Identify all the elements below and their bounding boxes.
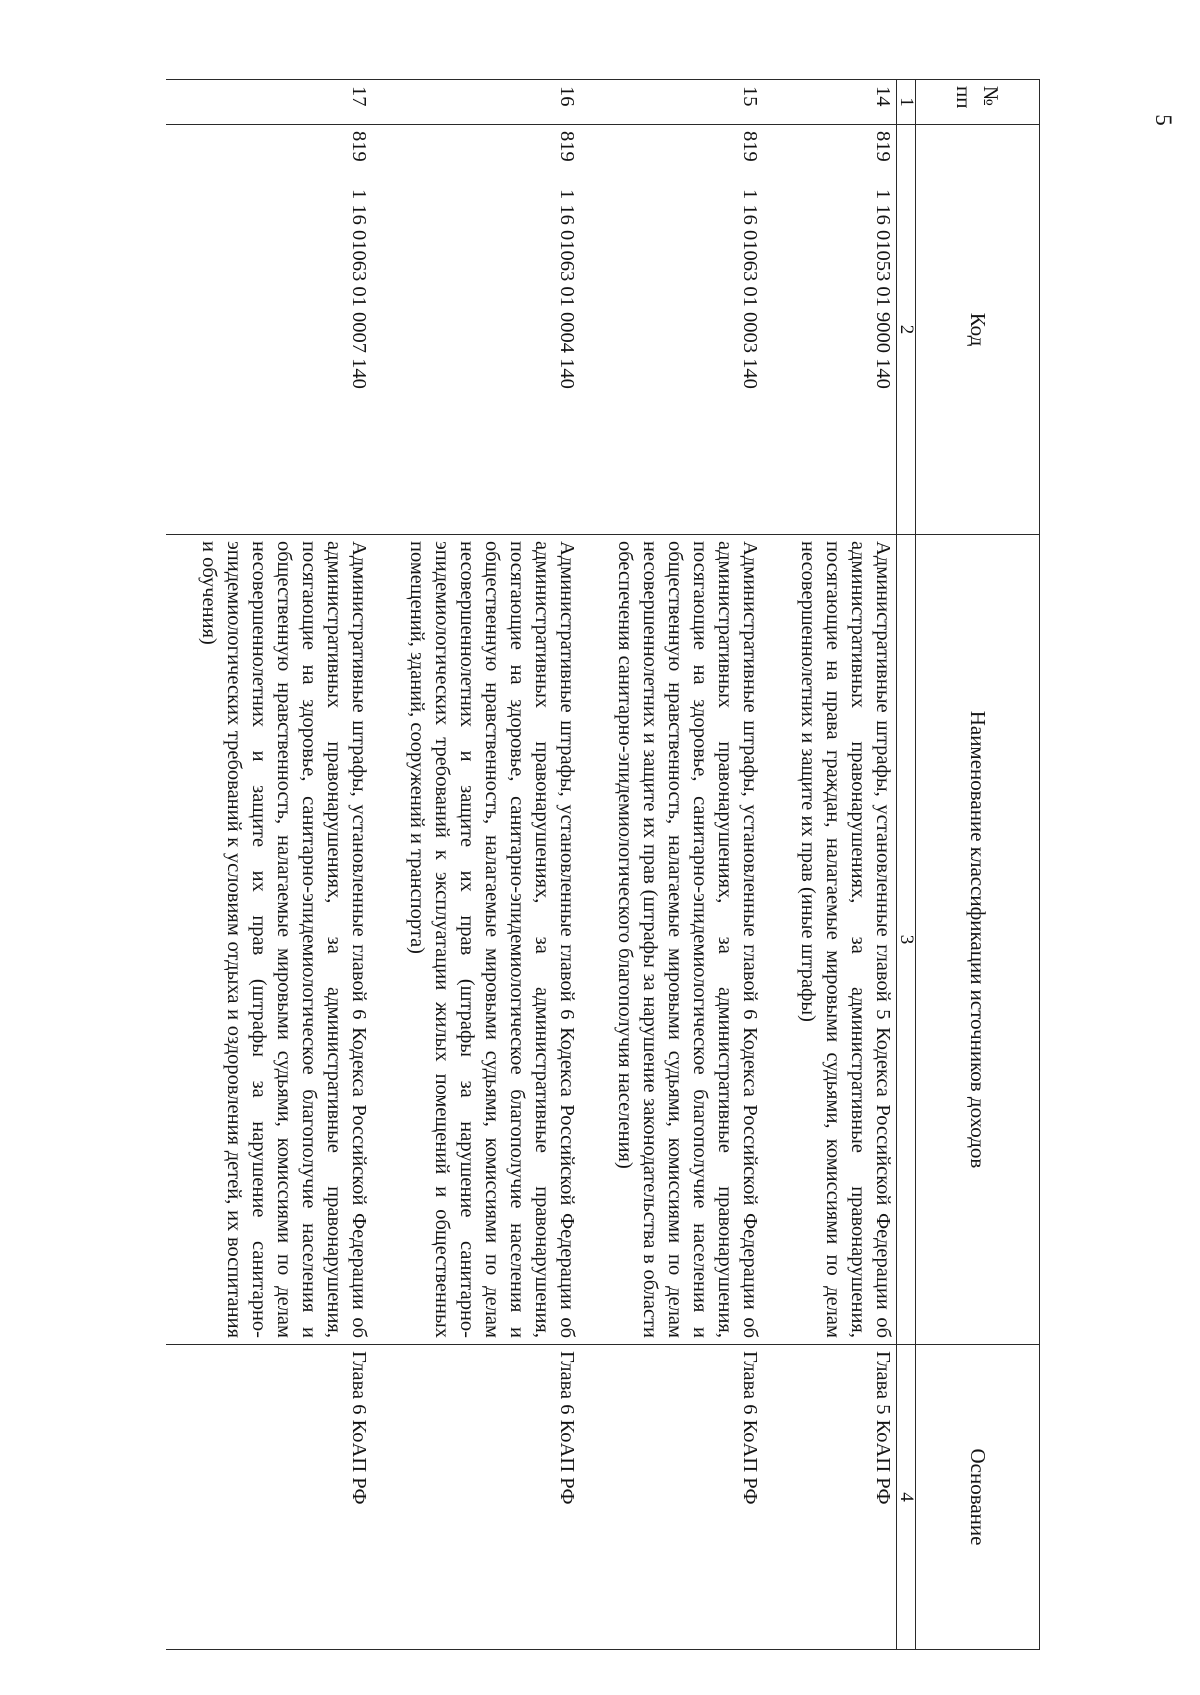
row-name: Административные штрафы, установленные главой 5 Кодекса Российской Федерации об административных правонарушениях, за административные правонарушения, посягающие на права граждан, налагаемые мировыми судьями, комиссиями по делам несовершеннолетних и защите их прав (иные штрафы) [765,535,897,1345]
revenue-code: 1 16 01063 01 0003 140 [739,189,761,389]
column-number: 2 [897,125,916,535]
admin-code: 819 [872,131,894,162]
row-code [765,125,897,535]
row-name: Административные штрафы, установленные главой 6 Кодекса Российской Федерации об административных правонарушениях, за административные правонарушения, посягающие на здоровье, санитарно-эпидемиологическое благополучие населения и общественную нравственность, налагаемые мировыми судьями, комиссиями по делам несовершеннолетних и защите их прав (штрафы за нарушение законодательства в области обеспечения санитарно-эпидемиологического благополучия населения) [582,535,765,1345]
row-basis: Глава 6 КоАП РФ [166,1345,374,1650]
revenue-classification-table [166,79,1040,1650]
table-row [374,80,582,1650]
row-number: 14 [765,80,897,125]
revenue-code: 1 16 01053 01 9000 140 [872,189,894,389]
row-basis: Глава 6 КоАП РФ [374,1345,582,1650]
revenue-code: 1 16 01063 01 0004 140 [556,189,578,389]
row-code [582,125,765,535]
page-number: 5 [1151,114,1176,126]
column-number-row [897,80,916,1650]
admin-code: 819 [348,131,370,162]
row-number: 15 [582,80,765,125]
column-number: 1 [897,80,916,125]
row-basis: Глава 5 КоАП РФ [765,1345,897,1650]
table-row [166,80,374,1650]
table-row [765,80,897,1650]
column-number: 4 [897,1345,916,1650]
column-number: 3 [897,535,916,1345]
row-number: 17 [166,80,374,125]
table-row [582,80,765,1650]
header-basis: Основание [916,1345,1040,1650]
row-name: Административные штрафы, установленные главой 6 Кодекса Российской Федерации об административных правонарушениях, за административные правонарушения, посягающие на здоровье, санитарно-эпидемиологическое благополучие населения и общественную нравственность, налагаемые мировыми судьями, комиссиями по делам несовершеннолетних и защите их прав (штрафы за нарушение санитарно-эпидемиологических требований к условиям отдыха и оздоровления детей, их воспитания и обучения) [166,535,374,1345]
row-number: 16 [374,80,582,125]
header-no-label: № пп [952,86,1004,109]
row-code [374,125,582,535]
admin-code: 819 [739,131,761,162]
header-code: Код [916,125,1040,535]
revenue-code: 1 16 01063 01 0007 140 [348,189,370,389]
row-name: Административные штрафы, установленные главой 6 Кодекса Российской Федерации об административных правонарушениях, за административные правонарушения, посягающие на здоровье, санитарно-эпидемиологическое благополучие населения и общественную нравственность, налагаемые мировыми судьями, комиссиями по делам несовершеннолетних и защите их прав (штрафы за нарушение санитарно-эпидемиологических требований к эксплуатации жилых помещений и общественных помещений, зданий, сооружений и транспорта) [374,535,582,1345]
header-name: Наименование классификации источников доходов [916,535,1040,1345]
header-no [916,80,1040,125]
table-header-row [916,80,1040,1650]
rotated-table-container [140,79,1040,1649]
row-basis: Глава 6 КоАП РФ [582,1345,765,1650]
admin-code: 819 [556,131,578,162]
row-code [166,125,374,535]
